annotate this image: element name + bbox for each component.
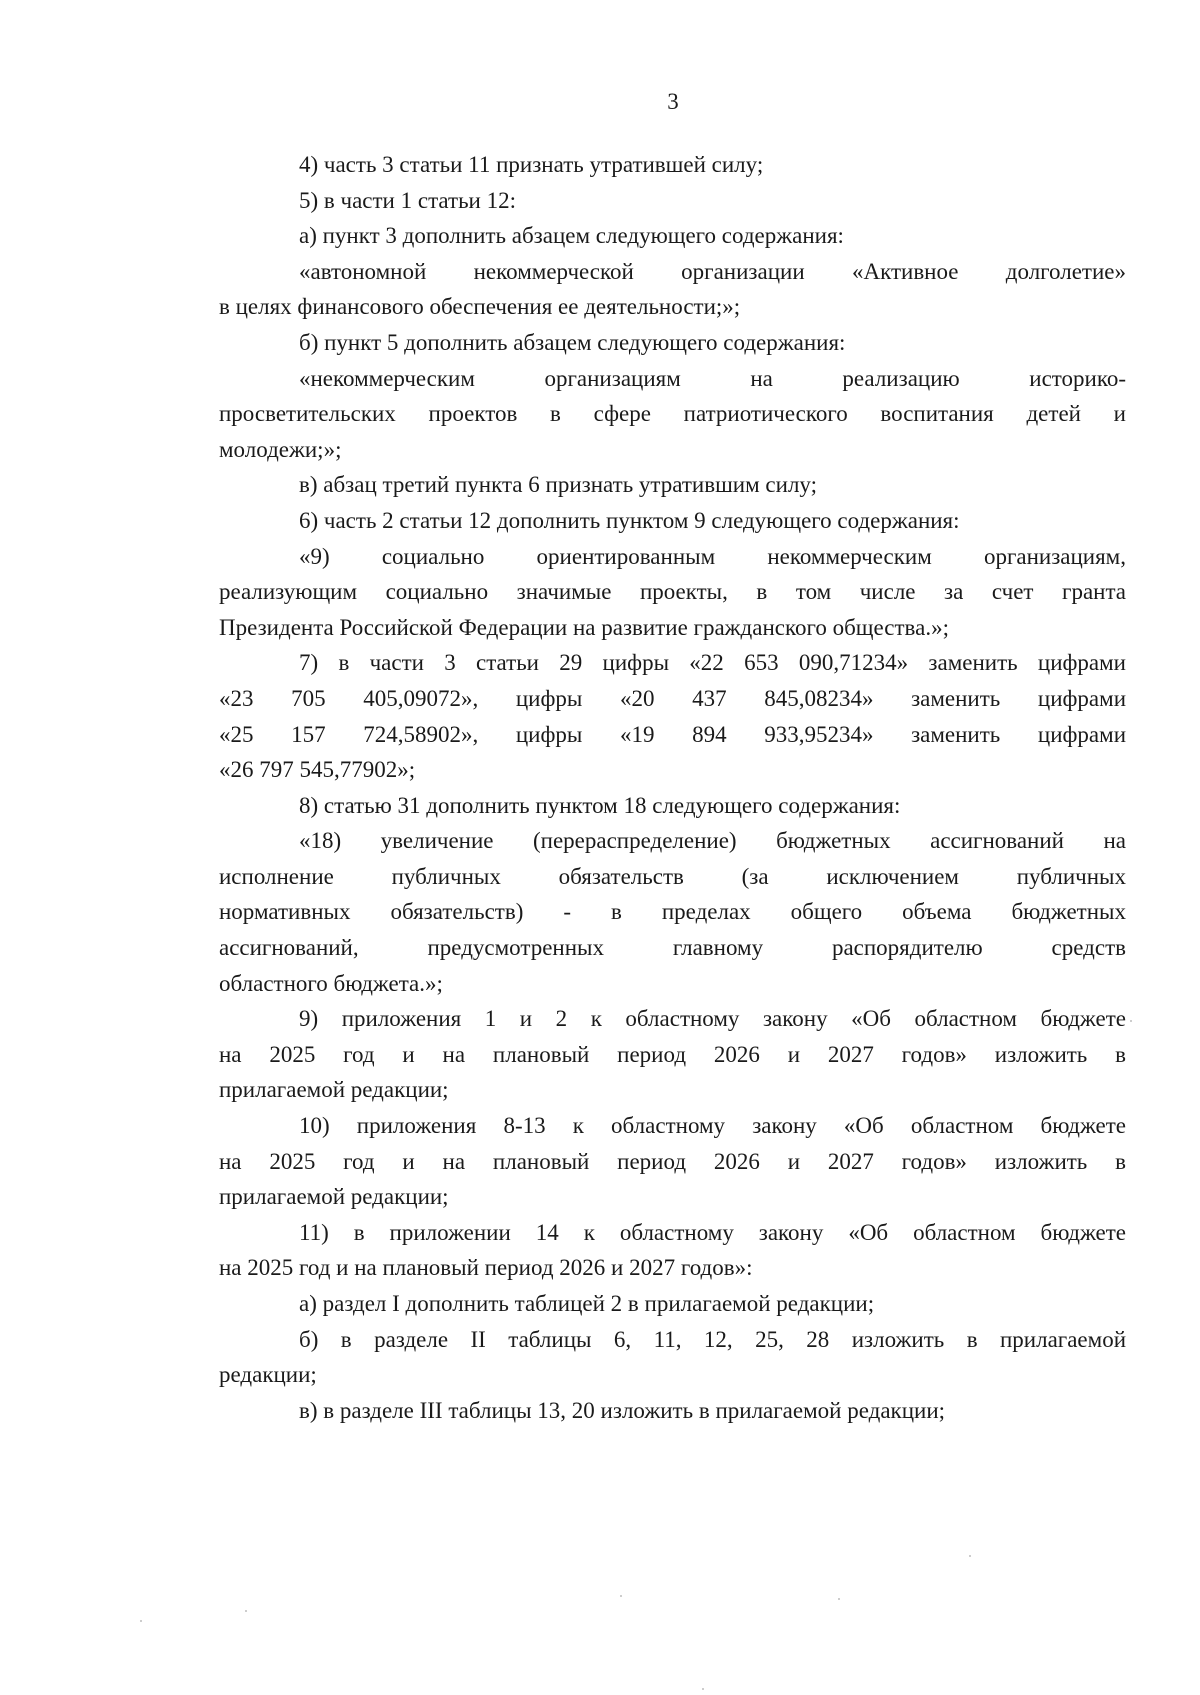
text-line: на 2025 год и на плановый период 2026 и 2027 годов» изложить в [219, 1148, 1126, 1174]
paragraph-item-7 [219, 645, 1126, 787]
text-line: нормативных обязательств) - в пределах общего объема бюджетных [219, 899, 1126, 925]
text-line: «23 705 405,09072», цифры «20 437 845,08234» заменить цифрами [219, 685, 1126, 711]
scan-speck [1130, 1020, 1132, 1022]
text-line: на 2025 год и на плановый период 2026 и 2027 годов» изложить в [219, 1041, 1126, 1067]
text-line: прилагаемой редакции; [219, 1184, 449, 1210]
text-line: 9) приложения 1 и 2 к областному закону «Об областном бюджете [299, 1006, 1126, 1032]
paragraph-item-9 [219, 1001, 1126, 1108]
paragraph-subitem-a-section-1: а) раздел I дополнить таблицей 2 в прилагаемой редакции; [299, 1291, 875, 1316]
text-line: «26 797 545,77902»; [219, 757, 416, 783]
scan-speck [702, 1688, 704, 1690]
paragraph-item-10 [219, 1108, 1126, 1215]
paragraph-subitem-v-section-3: в) в разделе III таблицы 13, 20 изложить в прилагаемой редакции; [299, 1397, 946, 1423]
paragraph-subitem-a: а) пункт 3 дополнить абзацем следующего содержания: [299, 223, 844, 249]
quoted-text-nko [219, 361, 1126, 468]
text-line: «25 157 724,58902», цифры «19 894 933,95234» заменить цифрами [219, 721, 1126, 747]
text-line: 10) приложения 8-13 к областному закону «Об областном бюджете [299, 1113, 1126, 1139]
text-line: просветительских проектов в сфере патриотического воспитания детей и [219, 401, 1126, 427]
text-line: «18) увеличение (перераспределение) бюджетных ассигнований на [299, 828, 1126, 854]
text-line: Президента Российской Федерации на развитие гражданского общества.»; [219, 614, 949, 640]
text-line: реализующим социально значимые проекты, в том числе за счет гранта [219, 579, 1126, 605]
document-body [219, 147, 1126, 1428]
paragraph-subitem-b: б) пункт 5 дополнить абзацем следующего содержания: [299, 329, 846, 355]
text-line: б) в разделе II таблицы 6, 11, 12, 25, 28 изложить в прилагаемой [299, 1326, 1126, 1352]
text-line: на 2025 год и на плановый период 2026 и 2027 годов»: [219, 1255, 753, 1281]
text-line: «автономной некоммерческой организации «Активное долголетие» [299, 258, 1126, 284]
text-line: 7) в части 3 статьи 29 цифры «22 653 090,71234» заменить цифрами [299, 650, 1126, 676]
quoted-text-anko [219, 254, 1126, 325]
text-line: в целях финансового обеспечения ее деятельности;»; [219, 294, 741, 320]
text-line: исполнение публичных обязательств (за исключением публичных [219, 863, 1126, 889]
paragraph-item-8: 8) статью 31 дополнить пунктом 18 следующего содержания: [299, 792, 901, 818]
text-line: редакции; [219, 1362, 317, 1388]
paragraph-item-6: 6) часть 2 статьи 12 дополнить пунктом 9 следующего содержания: [299, 507, 960, 533]
text-line: «9) социально ориентированным некоммерческим организациям, [299, 543, 1126, 569]
scan-speck [838, 1598, 840, 1600]
scan-speck [140, 1620, 142, 1622]
text-line: областного бюджета.»; [219, 970, 443, 996]
text-line: ассигнований, предусмотренных главному распорядителю средств [219, 935, 1126, 961]
text-line: 11) в приложении 14 к областному закону «Об областном бюджете [299, 1219, 1126, 1245]
scan-speck [245, 1610, 247, 1612]
page-number: 3 [667, 89, 679, 114]
text-line: молодежи;»; [219, 436, 342, 462]
quoted-text-item-9 [219, 539, 1126, 646]
scan-speck [969, 1555, 971, 1557]
paragraph-subitem-b-section-2 [219, 1322, 1126, 1393]
paragraph-item-5: 5) в части 1 статьи 12: [299, 187, 517, 213]
text-line: «некоммерческим организациям на реализацию историко- [299, 365, 1126, 391]
paragraph-item-4: 4) часть 3 статьи 11 признать утратившей силу; [299, 152, 764, 177]
text-line: прилагаемой редакции; [219, 1077, 449, 1103]
quoted-text-item-18 [219, 823, 1126, 1001]
paragraph-subitem-v: в) абзац третий пункта 6 признать утратившим силу; [299, 472, 818, 498]
scan-speck [620, 1595, 622, 1597]
paragraph-item-11 [219, 1215, 1126, 1286]
